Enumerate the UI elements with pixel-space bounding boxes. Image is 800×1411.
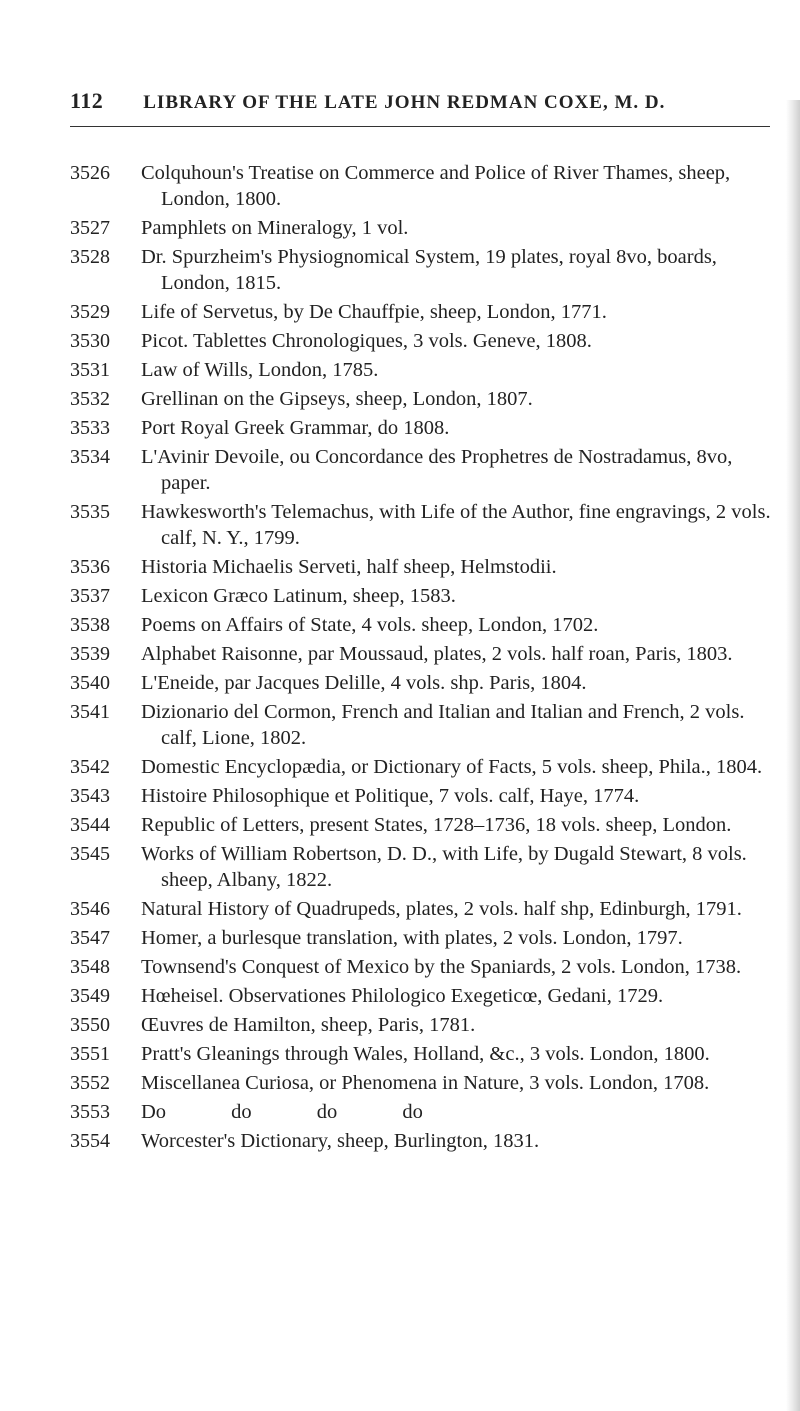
page-header bbox=[70, 88, 770, 114]
catalog-entry bbox=[70, 386, 780, 412]
lot-number: 3530 bbox=[70, 330, 110, 352]
catalog-entry bbox=[70, 1012, 780, 1038]
lot-number: 3534 bbox=[70, 446, 110, 468]
lot-description: Law of Wills, London, 1785. bbox=[141, 359, 379, 381]
lot-number: 3533 bbox=[70, 417, 110, 439]
lot-description: Miscellanea Curiosa, or Phenomena in Nature, 3 vols. London, 1708. bbox=[141, 1072, 710, 1094]
lot-description: Hawkesworth's Telemachus, with Life of the Author, fine engravings, 2 vols. calf, N. Y., 1799. bbox=[141, 501, 771, 549]
lot-number: 3545 bbox=[70, 843, 110, 865]
lot-number: 3535 bbox=[70, 501, 110, 523]
lot-number: 3536 bbox=[70, 556, 110, 578]
lot-description: Domestic Encyclopædia, or Dictionary of Facts, 5 vols. sheep, Phila., 1804. bbox=[141, 756, 763, 778]
lot-number: 3538 bbox=[70, 614, 110, 636]
catalog-entry bbox=[70, 612, 780, 638]
lot-number: 3547 bbox=[70, 927, 110, 949]
lot-number: 3537 bbox=[70, 585, 110, 607]
lot-description: L'Avinir Devoile, ou Concordance des Prophetres de Nostradamus, 8vo, paper. bbox=[141, 446, 733, 494]
catalog-entry bbox=[70, 954, 780, 980]
lot-description: Pratt's Gleanings through Wales, Holland, &c., 3 vols. London, 1800. bbox=[141, 1043, 710, 1065]
catalog-entry bbox=[70, 1070, 780, 1096]
lot-number: 3542 bbox=[70, 756, 110, 778]
lot-number: 3540 bbox=[70, 672, 110, 694]
lot-description: Dr. Spurzheim's Physiognomical System, 19 plates, royal 8vo, boards, London, 1815. bbox=[141, 246, 717, 294]
lot-description: Dizionario del Cormon, French and Italian and Italian and French, 2 vols. calf, Lione, 1802. bbox=[141, 701, 745, 749]
catalog-entry bbox=[70, 583, 780, 609]
catalog-entry bbox=[70, 357, 780, 383]
lot-description: Life of Servetus, by De Chauffpie, sheep, London, 1771. bbox=[141, 301, 607, 323]
lot-number: 3550 bbox=[70, 1014, 110, 1036]
header-rule bbox=[70, 126, 770, 127]
catalog-entry bbox=[70, 1128, 780, 1154]
lot-description: Lexicon Græco Latinum, sheep, 1583. bbox=[141, 585, 456, 607]
lot-description: Œuvres de Hamilton, sheep, Paris, 1781. bbox=[141, 1014, 476, 1036]
lot-description: Republic of Letters, present States, 1728–1736, 18 vols. sheep, London. bbox=[141, 814, 732, 836]
lot-number: 3552 bbox=[70, 1072, 110, 1094]
lot-number: 3551 bbox=[70, 1043, 110, 1065]
catalog-entry bbox=[70, 841, 780, 893]
lot-description: Grellinan on the Gipseys, sheep, London, 1807. bbox=[141, 388, 533, 410]
lot-number: 3529 bbox=[70, 301, 110, 323]
catalog-entry bbox=[70, 754, 780, 780]
catalog-entry bbox=[70, 699, 780, 751]
catalog-entry bbox=[70, 783, 780, 809]
lot-description: Hœheisel. Observationes Philologico Exegeticœ, Gedani, 1729. bbox=[141, 985, 664, 1007]
lot-description: Natural History of Quadrupeds, plates, 2 vols. half shp, Edinburgh, 1791. bbox=[141, 898, 742, 920]
lot-description: L'Eneide, par Jacques Delille, 4 vols. shp. Paris, 1804. bbox=[141, 672, 587, 694]
page-number: 112 bbox=[70, 88, 104, 113]
lot-number: 3553 bbox=[70, 1101, 110, 1123]
lot-description: Do do do do bbox=[141, 1101, 423, 1123]
lot-number: 3548 bbox=[70, 956, 110, 978]
page-edge-shadow bbox=[786, 100, 800, 1411]
lot-number: 3546 bbox=[70, 898, 110, 920]
catalog-entry bbox=[70, 444, 780, 496]
catalog-entry bbox=[70, 215, 780, 241]
running-title: LIBRARY OF THE LATE JOHN REDMAN COXE, M. D. bbox=[143, 92, 666, 113]
catalog-entry bbox=[70, 896, 780, 922]
lot-description: Alphabet Raisonne, par Moussaud, plates, 2 vols. half roan, Paris, 1803. bbox=[141, 643, 733, 665]
lot-description: Townsend's Conquest of Mexico by the Spaniards, 2 vols. London, 1738. bbox=[141, 956, 742, 978]
catalog-entry bbox=[70, 641, 780, 667]
catalog-entry bbox=[70, 670, 780, 696]
lot-number: 3531 bbox=[70, 359, 110, 381]
lot-number: 3549 bbox=[70, 985, 110, 1007]
catalog-entry bbox=[70, 415, 780, 441]
catalog-entry bbox=[70, 160, 780, 212]
lot-description: Poems on Affairs of State, 4 vols. sheep, London, 1702. bbox=[141, 614, 599, 636]
catalog-entry bbox=[70, 812, 780, 838]
lot-number: 3528 bbox=[70, 246, 110, 268]
lot-description: Histoire Philosophique et Politique, 7 vols. calf, Haye, 1774. bbox=[141, 785, 640, 807]
lot-number: 3539 bbox=[70, 643, 110, 665]
catalog-entry bbox=[70, 1099, 780, 1125]
lot-number: 3544 bbox=[70, 814, 110, 836]
lot-number: 3554 bbox=[70, 1130, 110, 1152]
lot-description: Homer, a burlesque translation, with plates, 2 vols. London, 1797. bbox=[141, 927, 683, 949]
lot-number: 3527 bbox=[70, 217, 110, 239]
lot-description: Historia Michaelis Serveti, half sheep, Helmstodii. bbox=[141, 556, 557, 578]
catalog-entries bbox=[70, 160, 780, 1157]
catalog-entry bbox=[70, 328, 780, 354]
catalog-entry bbox=[70, 983, 780, 1009]
lot-description: Colquhoun's Treatise on Commerce and Police of River Thames, sheep, London, 1800. bbox=[141, 162, 731, 210]
catalog-entry bbox=[70, 554, 780, 580]
catalog-entry bbox=[70, 499, 780, 551]
lot-description: Works of William Robertson, D. D., with Life, by Dugald Stewart, 8 vols. sheep, Albany, 1822. bbox=[141, 843, 747, 891]
catalog-entry bbox=[70, 244, 780, 296]
lot-number: 3532 bbox=[70, 388, 110, 410]
lot-number: 3543 bbox=[70, 785, 110, 807]
lot-description: Worcester's Dictionary, sheep, Burlington, 1831. bbox=[141, 1130, 540, 1152]
lot-description: Port Royal Greek Grammar, do 1808. bbox=[141, 417, 450, 439]
lot-number: 3541 bbox=[70, 701, 110, 723]
catalog-entry bbox=[70, 1041, 780, 1067]
lot-number: 3526 bbox=[70, 162, 110, 184]
lot-description: Pamphlets on Mineralogy, 1 vol. bbox=[141, 217, 409, 239]
catalog-entry bbox=[70, 925, 780, 951]
catalog-entry bbox=[70, 299, 780, 325]
lot-description: Picot. Tablettes Chronologiques, 3 vols. Geneve, 1808. bbox=[141, 330, 592, 352]
